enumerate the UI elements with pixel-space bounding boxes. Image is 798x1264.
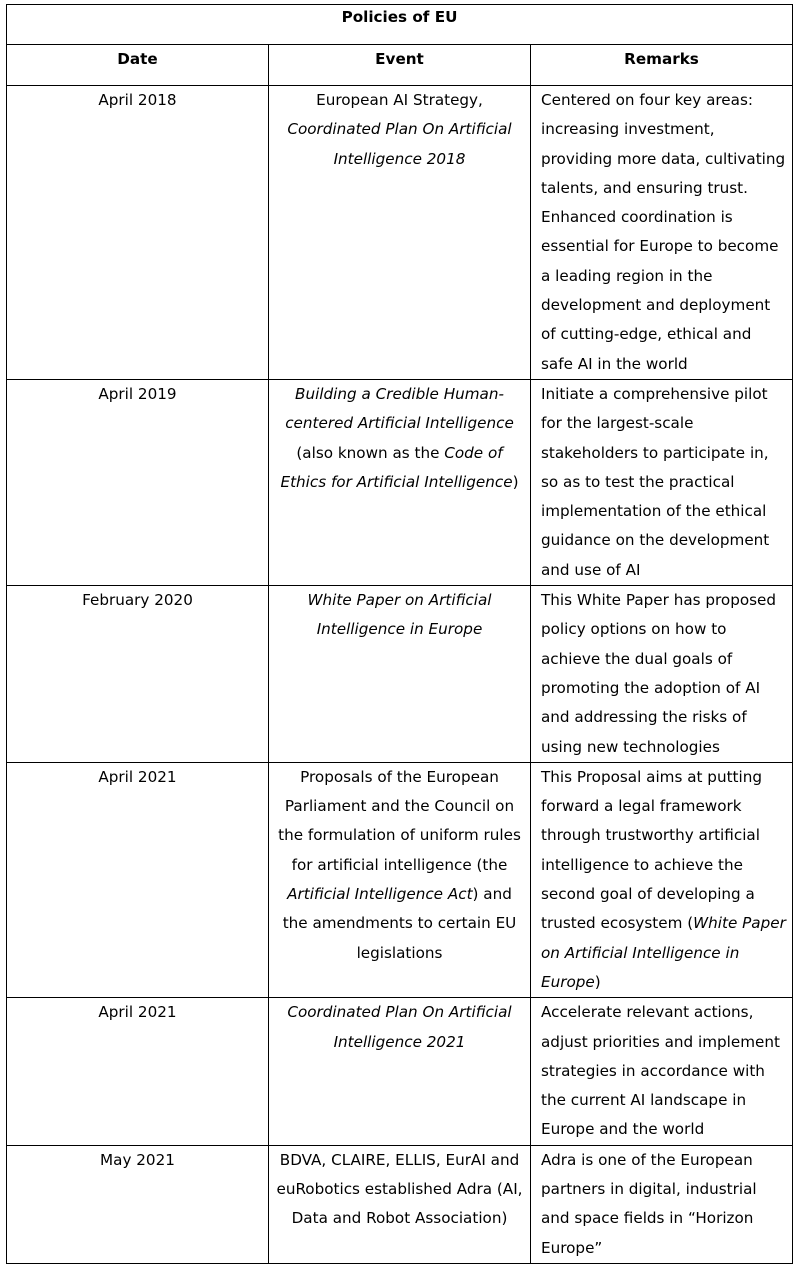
text-segment: This Proposal aims at putting forward a legal framework through trustworthy artificial intelligence to achieve the second goal of developing a trusted ecosystem ( [541,767,762,933]
event-cell [269,86,531,380]
table-row [7,586,793,763]
remarks-cell [531,762,793,997]
date-cell: April 2021 [7,998,269,1145]
table-row [7,379,793,585]
table-title: Policies of EU [7,5,793,45]
remarks-cell [531,586,793,763]
text-segment: (also known as the [296,443,445,462]
date-cell: May 2021 [7,1145,269,1263]
table-title-row [7,5,793,45]
table-body [7,86,793,1264]
italic-text: Building a Credible Human-centered Artificial Intelligence [285,384,514,433]
event-cell [269,998,531,1145]
italic-text: White Paper on Artificial Intelligence in Europe [541,914,786,991]
italic-text: Coordinated Plan On Artificial Intelligence 2021 [287,1003,512,1051]
event-cell [269,762,531,997]
table-row [7,998,793,1145]
table-row [7,1145,793,1263]
header-event: Event [269,45,531,86]
text-segment: Initiate a comprehensive pilot for the largest-scale stakeholders to participate in, so as to test the practical implementation of the ethical guidance on the development and use of AI [541,384,770,579]
italic-text: White Paper on Artificial Intelligence in Europe [307,591,492,639]
text-segment: Accelerate relevant actions, adjust priorities and implement strategies in accordance with the current AI landscape in Europe and the world [541,1003,780,1139]
text-segment: BDVA, CLAIRE, ELLIS, EurAI and euRobotics established Adra (AI, Data and Robot Association) [276,1150,523,1228]
remarks-cell [531,86,793,380]
italic-text: Code of Ethics for Artificial Intelligence [280,443,513,491]
header-remarks: Remarks [531,45,793,86]
date-cell: February 2020 [7,586,269,763]
event-cell [269,1145,531,1263]
text-segment: ) and the amendments to certain EU legislations [282,885,517,962]
table-header-row [7,45,793,86]
event-cell [269,379,531,585]
date-cell: April 2019 [7,379,269,585]
text-segment: ) [512,472,519,491]
text-segment: ) [594,972,601,991]
text-segment: European AI Strategy, [316,91,483,109]
remarks-cell [531,1145,793,1263]
header-date: Date [7,45,269,86]
italic-text: Artificial Intelligence Act [287,885,473,904]
date-cell: April 2021 [7,762,269,997]
italic-text: Coordinated Plan On Artificial Intelligence 2018 [287,120,512,168]
text-segment: Centered on four key areas: increasing investment, providing more data, cultivating talents, and ensuring trust. Enhanced coordination is essential for Europe to become a leading region in the development and deployment of cutting-edge, ethical and safe AI in the world [541,91,786,373]
event-cell [269,586,531,763]
remarks-cell [531,998,793,1145]
text-segment: Proposals of the European Parliament and the Council on the formulation of uniform rules for artificial intelligence (the [278,767,521,874]
text-segment: Adra is one of the European partners in digital, industrial and space fields in “Horizon Europe” [541,1150,757,1257]
remarks-cell [531,379,793,585]
policies-table [6,4,793,1264]
table-row [7,762,793,997]
text-segment: This White Paper has proposed policy options on how to achieve the dual goals of promoting the adoption of AI and addressing the risks of using new technologies [541,591,777,756]
table-row [7,86,793,380]
date-cell: April 2018 [7,86,269,380]
